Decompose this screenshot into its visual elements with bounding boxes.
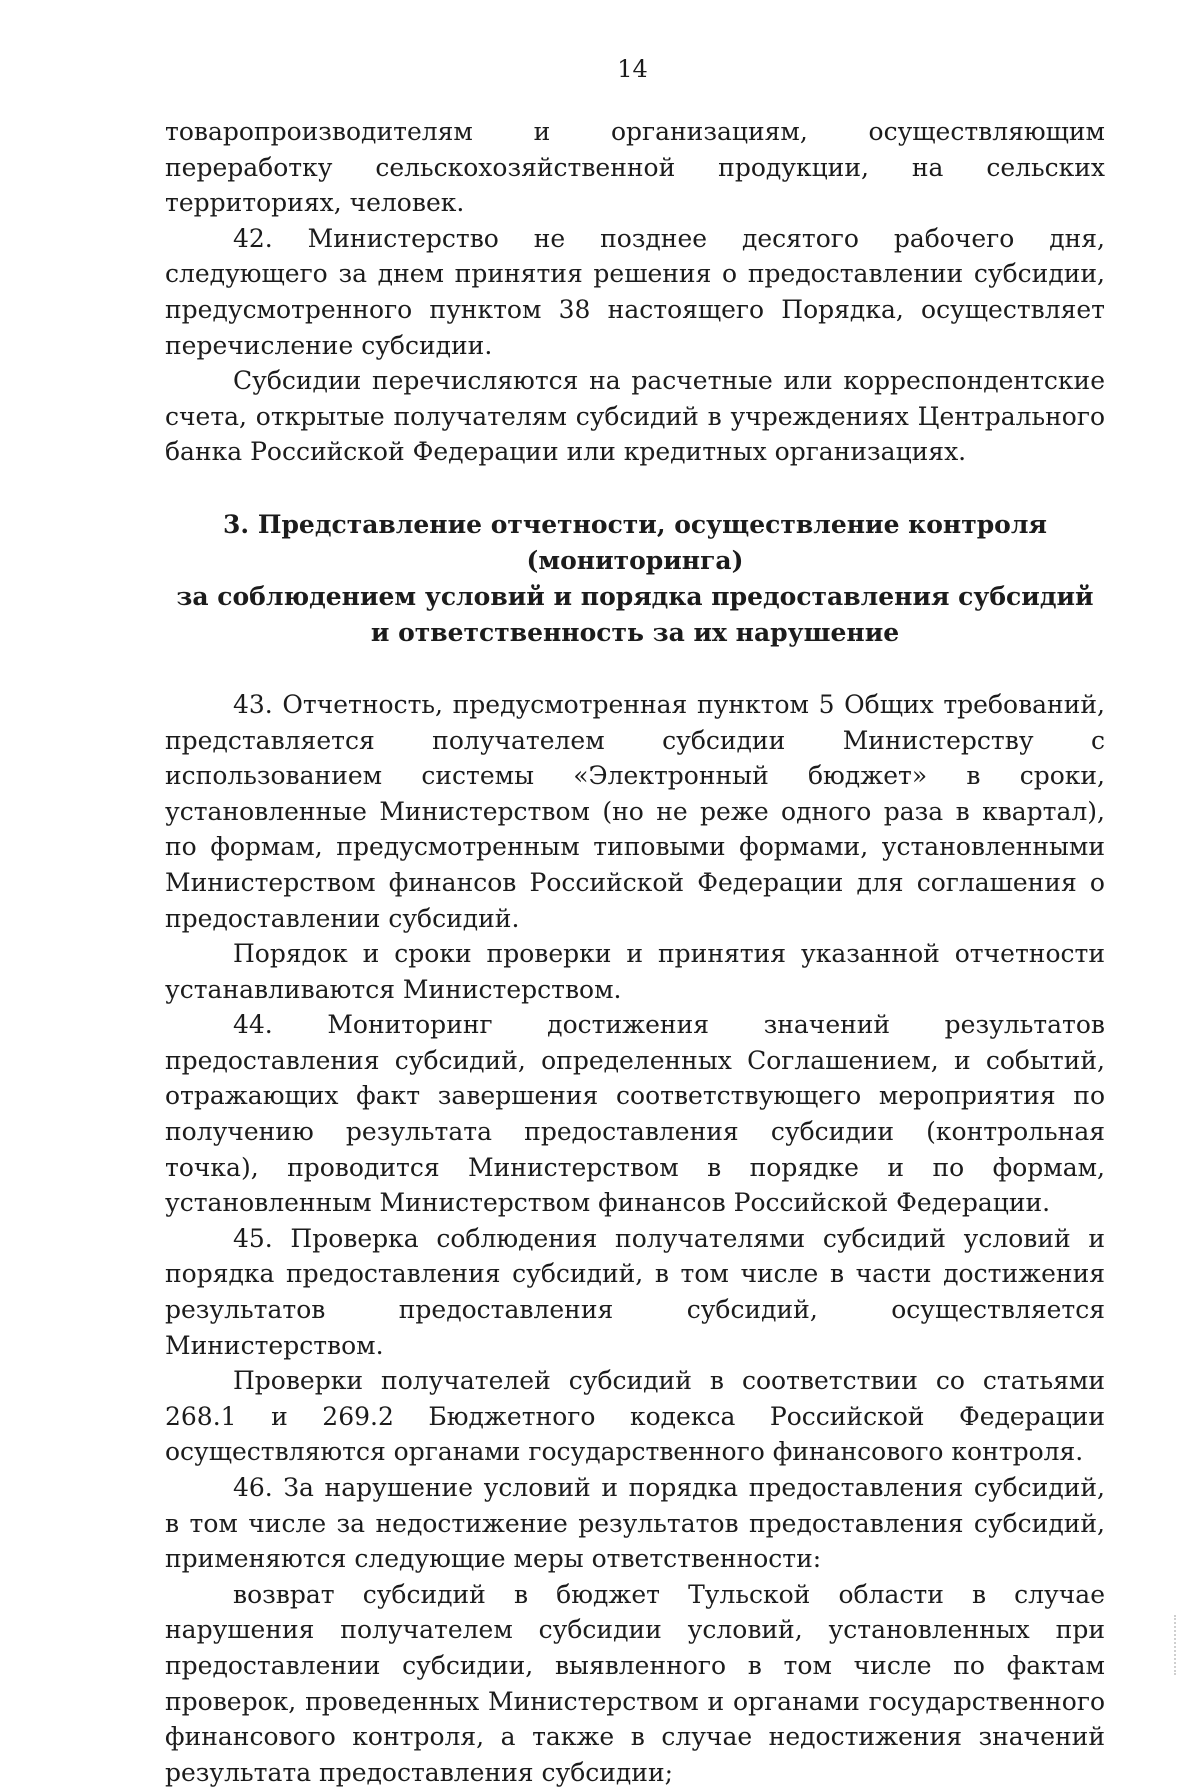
paragraph-refund: возврат субсидий в бюджет Тульской области в случае нарушения получателем субсидии условий, установленных при предоставлении субсидии, выявленного в том числе по фактам проверок, проведенных Министерством и органами государственного финансового контроля, а также в случае недостижения значений результата предоставления субсидии; xyxy=(165,1579,1105,1787)
page-number: 14 xyxy=(617,55,648,83)
scan-edge-mark xyxy=(1174,1615,1178,1675)
paragraph-item-42: 42. Министерство не позднее десятого рабочего дня, следующего за днем принятия решения о предоставлении субсидии, предусмотренного пунктом 38 настоящего Порядка, осуществляет перечисление субсидии. xyxy=(165,223,1105,360)
paragraph-item-43: 43. Отчетность, предусмотренная пунктом 5 Общих требований, представляется получателем субсидии Министерству с использованием системы «Электронный бюджет» в сроки, установленные Министерством (но не реже одного раза в квартал), по формам, предусмотренным типовыми формами, установленными Министерством финансов Российской Федерации для соглашения о предоставлении субсидий. xyxy=(165,689,1105,933)
paragraph-continuation: товаропроизводителям и организациям, осуществляющим переработку сельскохозяйственной продукции, на сельских территориях, человек. xyxy=(165,117,1105,218)
paragraph-item-44: 44. Мониторинг достижения значений результатов предоставления субсидий, определенных Соглашением, и событий, отражающих факт завершения соответствующего мероприятия по получению результата предоставления субсидии (контрольная точка), проводится Министерством в порядке и по формам, установленным Министерством финансов Российской Федерации. xyxy=(165,1010,1105,1218)
paragraph-report-check-order: Порядок и сроки проверки и принятия указанной отчетности устанавливаются Министерством. xyxy=(165,939,1105,1004)
document-body xyxy=(165,114,1105,1790)
paragraph-item-46: 46. За нарушение условий и порядка предоставления субсидий, в том числе за недостижение результатов предоставления субсидий, применяются следующие меры ответственности: xyxy=(165,1473,1105,1574)
section-heading-line: за соблюдением условий и порядка предоставления субсидий xyxy=(176,581,1094,611)
section-heading-line: и ответственность за их нарушение xyxy=(370,617,900,647)
paragraph-item-45: 45. Проверка соблюдения получателями субсидий условий и порядка предоставления субсидий, в том числе в части достижения результатов предоставления субсидий, осуществляется Министерством. xyxy=(165,1223,1105,1360)
paragraph-audits: Проверки получателей субсидий в соответствии со статьями 268.1 и 269.2 Бюджетного кодекса Российской Федерации осуществляются органами государственного финансового контроля. xyxy=(165,1366,1105,1467)
paragraph-transfer-accounts: Субсидии перечисляются на расчетные или корреспондентские счета, открытые получателям субсидий в учреждениях Центрального банка Российской Федерации или кредитных организациях. xyxy=(165,366,1105,467)
section-heading-line: 3. Представление отчетности, осуществление контроля (мониторинга) xyxy=(223,509,1047,575)
section-heading xyxy=(165,507,1105,651)
